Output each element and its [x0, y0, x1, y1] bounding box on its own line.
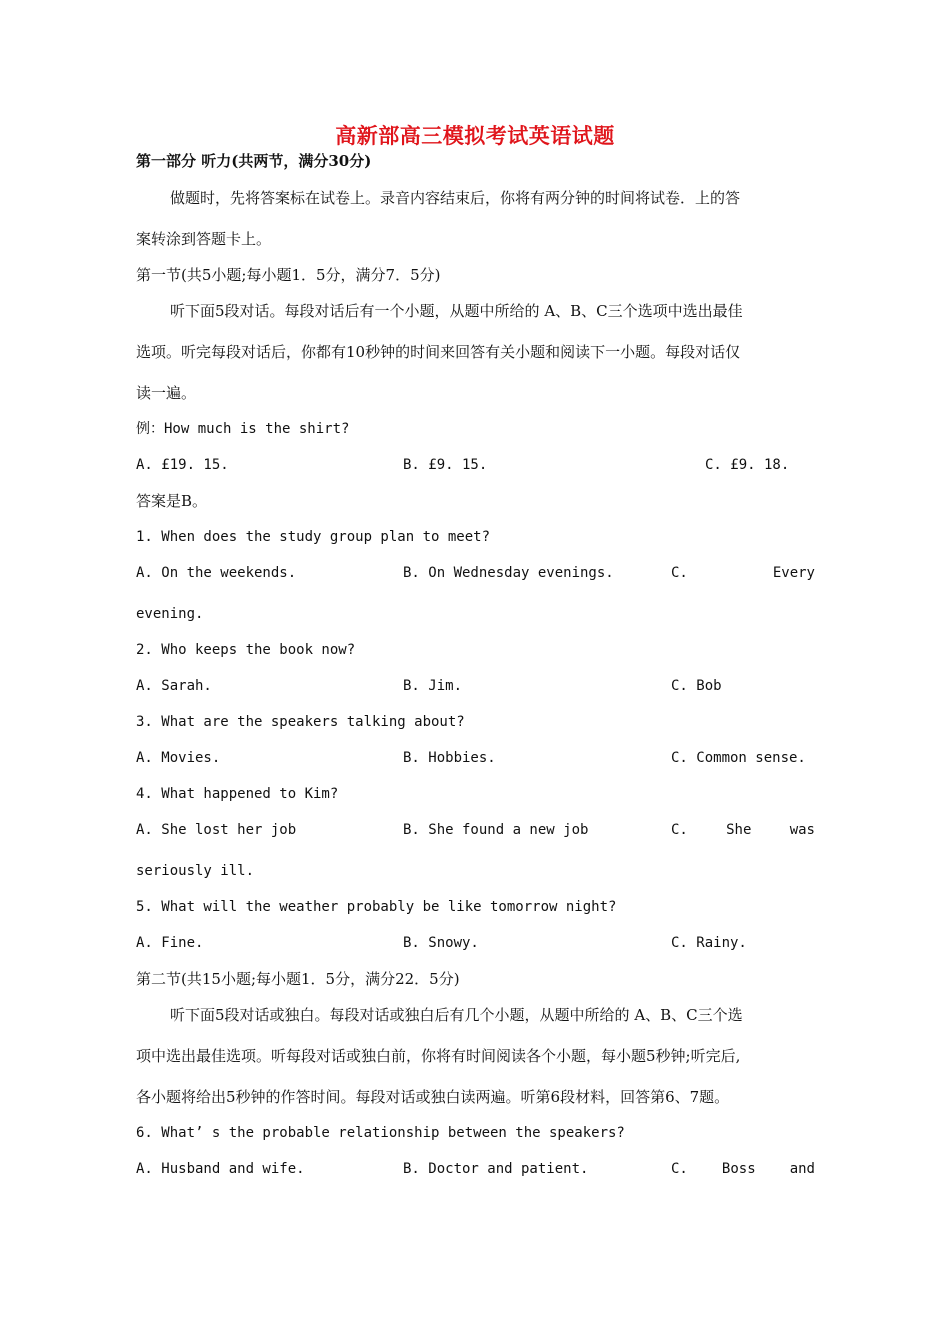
question-1: 1. When does the study group plan to meet?	[136, 529, 491, 545]
q6-option-c-word-1: Boss	[721, 1161, 756, 1177]
part1-heading: 第一部分 听力(共两节，满分30分)	[136, 152, 372, 170]
q3-option-c: C. Common sense.	[671, 750, 806, 766]
q1-option-c-text: Every	[772, 565, 815, 581]
question-4: 4. What happened to Kim?	[136, 786, 339, 802]
q6-option-c-label: C.	[671, 1161, 688, 1177]
q5-option-a: A. Fine.	[136, 935, 204, 951]
intro-line-1: 做题时，先将答案标在试卷上。录音内容结束后，你将有两分钟的时间将试卷．上的答	[170, 189, 741, 207]
q3-option-b: B. Hobbies.	[403, 750, 496, 766]
section2-instruction-1: 听下面5段对话或独白。每段对话或独白后有几个小题，从题中所给的 A、B、C三个选	[170, 1006, 743, 1024]
example-option-a: A. £19. 15.	[136, 457, 229, 473]
q6-option-c	[671, 1159, 815, 1179]
q5-option-b: B. Snowy.	[403, 935, 479, 951]
q6-option-c-word-2: and	[789, 1161, 815, 1177]
q1-option-c-label: C.	[671, 565, 688, 581]
question-3: 3. What are the speakers talking about?	[136, 714, 465, 730]
section1-instruction-3: 读一遍。	[136, 384, 197, 402]
example-option-b: B. £9. 15.	[403, 457, 488, 473]
example-option-c: C. £9. 18.	[705, 457, 790, 473]
q4-option-c	[671, 820, 815, 840]
section1-instruction-2: 选项。听完每段对话后，你都有10秒钟的时间来回答有关小题和阅读下一小题。每段对话仅	[136, 343, 741, 361]
q3-option-a: A. Movies.	[136, 750, 221, 766]
q4-option-c-label: C.	[671, 822, 688, 838]
q4-option-a: A. She lost her job	[136, 822, 297, 838]
q4-option-b: B. She found a new job	[403, 822, 589, 838]
q1-option-a: A. On the weekends.	[136, 565, 297, 581]
section2-instruction-2: 项中选出最佳选项。听每段对话或独白前，你将有时间阅读各个小题，每小题5秒钟;听完后,	[136, 1047, 741, 1065]
q1-option-c	[671, 563, 815, 583]
example-question: 例：How much is the shirt?	[136, 421, 350, 437]
section2-heading: 第二节(共15小题;每小题1．5分，满分22．5分)	[136, 970, 460, 988]
q2-option-c: C. Bob	[671, 678, 722, 694]
q1-option-c-wrap: evening.	[136, 606, 204, 622]
q2-option-a: A. Sarah.	[136, 678, 212, 694]
section1-heading: 第一节(共5小题;每小题1．5分，满分7．5分)	[136, 266, 441, 284]
page-title: 高新部高三模拟考试英语试题	[335, 123, 615, 148]
section2-instruction-3: 各小题将给出5秒钟的作答时间。每段对话或独白读两遍。听第6段材料，回答第6、7题。	[136, 1088, 730, 1106]
example-answer: 答案是B。	[136, 492, 208, 510]
q5-option-c: C. Rainy.	[671, 935, 747, 951]
q4-option-c-wrap: seriously ill.	[136, 863, 255, 879]
question-2: 2. Who keeps the book now?	[136, 642, 356, 658]
section1-instruction-1: 听下面5段对话。每段对话后有一个小题，从题中所给的 A、B、C三个选项中选出最佳	[170, 302, 743, 320]
q1-option-b: B. On Wednesday evenings.	[403, 565, 614, 581]
question-5: 5. What will the weather probably be like tomorrow night?	[136, 899, 617, 915]
q6-option-b: B. Doctor and patient.	[403, 1161, 589, 1177]
q4-option-c-word-1: She	[726, 822, 752, 838]
q4-option-c-word-2: was	[789, 822, 815, 838]
q6-option-a: A. Husband and wife.	[136, 1161, 305, 1177]
q2-option-b: B. Jim.	[403, 678, 463, 694]
intro-line-2: 案转涂到答题卡上。	[136, 230, 272, 248]
question-6: 6. What’ s the probable relationship between the speakers?	[136, 1125, 625, 1141]
